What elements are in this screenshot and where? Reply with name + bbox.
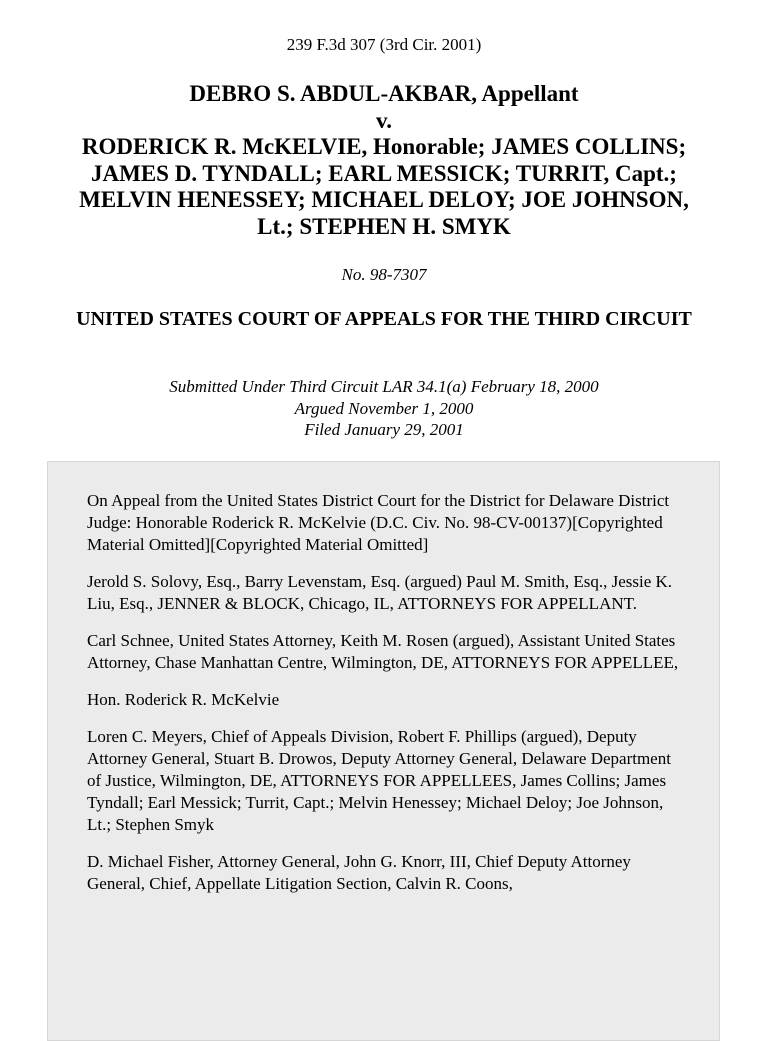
appellant-counsel-paragraph: Jerold S. Solovy, Esq., Barry Levenstam, Esq. (argued) Paul M. Smith, Esq., Jessie K. Liu, Esq., JENNER & BLOCK, Chicago, IL, ATTORNEYS FOR APPELLANT. — [87, 572, 673, 613]
case-dates — [0, 376, 768, 441]
appeal-origin-paragraph: On Appeal from the United States District Court for the District for Delaware District Judge: Honorable Roderick R. McKelvie (D.C. Civ. No. 98-CV-00137)[Copyrighted Material Omitted][Copyrighted Material Omitted] — [87, 491, 670, 554]
counsel-section — [47, 461, 720, 1041]
caption-versus-line: v. — [376, 107, 392, 133]
case-citation: 239 F.3d 307 (3rd Cir. 2001) — [286, 35, 482, 54]
case-caption — [20, 81, 748, 240]
appellees-counsel-paragraph: Loren C. Meyers, Chief of Appeals Division, Robert F. Phillips (argued), Deputy Attorney General, Stuart B. Drowos, Deputy Attorney General, Delaware Department of Justice, Wilmington, DE, ATTORNEYS FOR APPELLEES, James Collins; James Tyndall; Earl Messick; Turrit, Capt.; Melvin Henessey; Michael Deloy; Joe Johnson, Lt.; Stephen Smyk — [87, 727, 671, 834]
caption-appellees-line: RODERICK R. McKELVIE, Honorable; JAMES COLLINS; — [81, 134, 687, 159]
appellee-name-paragraph: Hon. Roderick R. McKelvie — [87, 690, 280, 709]
argued-date: Argued November 1, 2000 — [294, 398, 474, 418]
caption-appellees-line: JAMES D. TYNDALL; EARL MESSICK; TURRIT, Capt.; — [91, 160, 677, 186]
filed-date: Filed January 29, 2001 — [304, 420, 464, 439]
caption-appellant-line: DEBRO S. ABDUL-AKBAR, Appellant — [189, 81, 579, 106]
docket-number: No. 98-7307 — [341, 265, 427, 284]
attorney-general-paragraph: D. Michael Fisher, Attorney General, John G. Knorr, III, Chief Deputy Attorney General, Chief, Appellate Litigation Section, Calvin R. Coons, — [87, 852, 631, 893]
appellee-counsel-paragraph: Carl Schnee, United States Attorney, Keith M. Rosen (argued), Assistant United States Attorney, Chase Manhattan Centre, Wilmington, DE, ATTORNEYS FOR APPELLEE, — [87, 631, 679, 672]
counsel-text — [87, 490, 687, 910]
caption-appellees-line: Lt.; STEPHEN H. SMYK — [257, 213, 511, 239]
caption-appellees-line: MELVIN HENESSEY; MICHAEL DELOY; JOE JOHNSON, — [79, 187, 689, 212]
submitted-date: Submitted Under Third Circuit LAR 34.1(a) February 18, 2000 — [169, 377, 599, 396]
court-name: UNITED STATES COURT OF APPEALS FOR THE THIRD CIRCUIT — [76, 308, 692, 330]
